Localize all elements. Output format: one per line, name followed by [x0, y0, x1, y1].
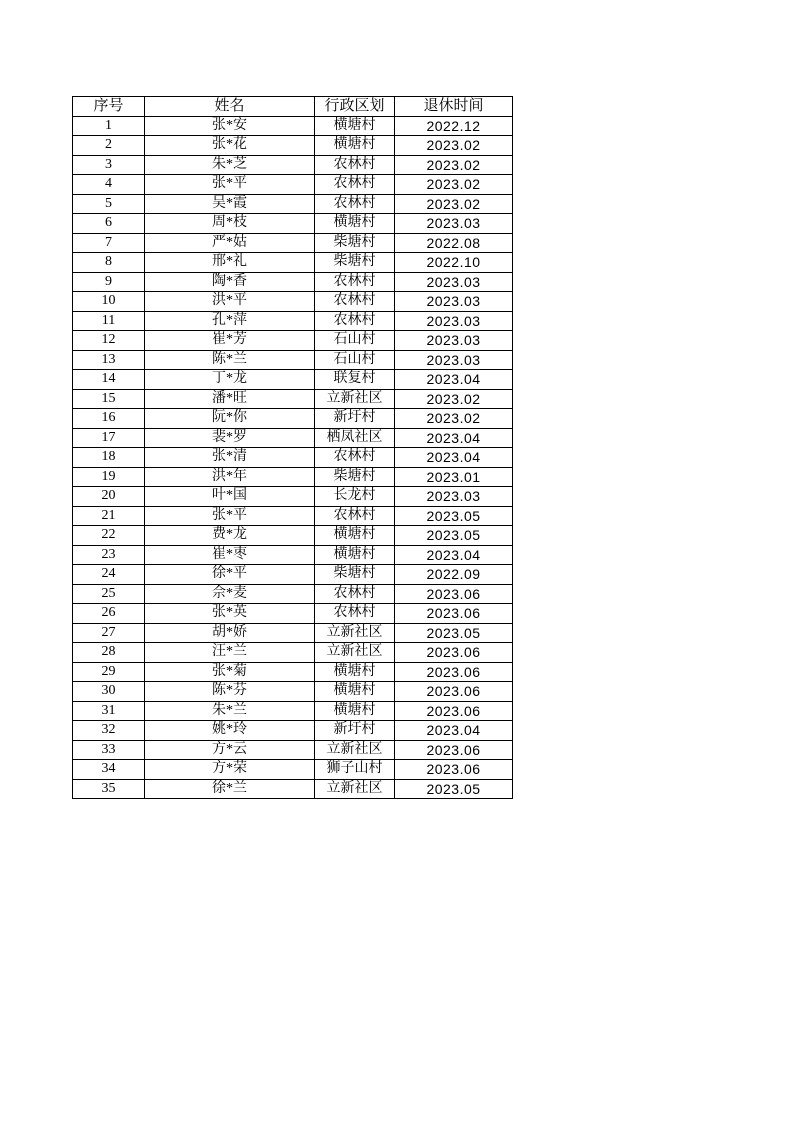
cell-no: 17 — [73, 428, 145, 448]
cell-name: 徐*平 — [145, 565, 315, 585]
cell-no: 5 — [73, 194, 145, 214]
cell-region: 狮子山村 — [315, 760, 395, 780]
cell-retire-date: 2023.03 — [395, 331, 513, 351]
cell-name: 张*清 — [145, 448, 315, 468]
cell-retire-date: 2022.10 — [395, 253, 513, 273]
cell-no: 4 — [73, 175, 145, 195]
cell-name: 周*枝 — [145, 214, 315, 234]
cell-region: 柴塘村 — [315, 565, 395, 585]
cell-no: 28 — [73, 643, 145, 663]
table-row — [73, 331, 513, 351]
table-row — [73, 428, 513, 448]
cell-name: 徐*兰 — [145, 779, 315, 799]
header-row — [73, 97, 513, 117]
cell-no: 11 — [73, 311, 145, 331]
cell-name: 孔*萍 — [145, 311, 315, 331]
cell-retire-date: 2023.02 — [395, 136, 513, 156]
cell-retire-date: 2023.03 — [395, 487, 513, 507]
cell-name: 严*姑 — [145, 233, 315, 253]
table-row — [73, 253, 513, 273]
cell-no: 35 — [73, 779, 145, 799]
cell-region: 柴塘村 — [315, 233, 395, 253]
table-header — [73, 97, 513, 117]
table-row — [73, 155, 513, 175]
cell-name: 方*云 — [145, 740, 315, 760]
table-row — [73, 662, 513, 682]
table-row — [73, 779, 513, 799]
table-row — [73, 233, 513, 253]
cell-name: 陈*兰 — [145, 350, 315, 370]
cell-name: 丁*龙 — [145, 370, 315, 390]
table-row — [73, 487, 513, 507]
cell-no: 25 — [73, 584, 145, 604]
cell-no: 23 — [73, 545, 145, 565]
table-row — [73, 506, 513, 526]
cell-no: 32 — [73, 721, 145, 741]
cell-no: 30 — [73, 682, 145, 702]
cell-no: 18 — [73, 448, 145, 468]
cell-name: 叶*国 — [145, 487, 315, 507]
cell-no: 26 — [73, 604, 145, 624]
cell-name: 潘*旺 — [145, 389, 315, 409]
cell-retire-date: 2023.05 — [395, 526, 513, 546]
cell-retire-date: 2023.06 — [395, 643, 513, 663]
cell-no: 31 — [73, 701, 145, 721]
cell-region: 农林村 — [315, 448, 395, 468]
cell-region: 横塘村 — [315, 701, 395, 721]
cell-name: 阮*你 — [145, 409, 315, 429]
cell-no: 27 — [73, 623, 145, 643]
cell-name: 佘*麦 — [145, 584, 315, 604]
cell-region: 农林村 — [315, 604, 395, 624]
cell-name: 张*花 — [145, 136, 315, 156]
cell-no: 15 — [73, 389, 145, 409]
cell-region: 农林村 — [315, 194, 395, 214]
table-row — [73, 565, 513, 585]
cell-retire-date: 2023.04 — [395, 370, 513, 390]
cell-region: 石山村 — [315, 331, 395, 351]
cell-no: 13 — [73, 350, 145, 370]
cell-retire-date: 2023.03 — [395, 272, 513, 292]
table-row — [73, 740, 513, 760]
cell-retire-date: 2022.12 — [395, 116, 513, 136]
cell-name: 张*平 — [145, 506, 315, 526]
cell-no: 6 — [73, 214, 145, 234]
cell-retire-date: 2023.06 — [395, 740, 513, 760]
cell-name: 洪*平 — [145, 292, 315, 312]
cell-retire-date: 2023.04 — [395, 448, 513, 468]
table-row — [73, 370, 513, 390]
cell-retire-date: 2023.01 — [395, 467, 513, 487]
cell-no: 2 — [73, 136, 145, 156]
cell-retire-date: 2023.06 — [395, 701, 513, 721]
cell-region: 农林村 — [315, 272, 395, 292]
cell-no: 3 — [73, 155, 145, 175]
table-row — [73, 643, 513, 663]
cell-region: 新圩村 — [315, 409, 395, 429]
table-body — [73, 116, 513, 799]
table-row — [73, 604, 513, 624]
cell-retire-date: 2023.05 — [395, 779, 513, 799]
table-row — [73, 214, 513, 234]
cell-name: 崔*芳 — [145, 331, 315, 351]
cell-region: 横塘村 — [315, 526, 395, 546]
cell-region: 长龙村 — [315, 487, 395, 507]
table-row — [73, 701, 513, 721]
header-retire-date: 退休时间 — [395, 97, 513, 117]
cell-retire-date: 2022.09 — [395, 565, 513, 585]
cell-retire-date: 2023.03 — [395, 350, 513, 370]
cell-name: 邢*礼 — [145, 253, 315, 273]
cell-region: 柴塘村 — [315, 253, 395, 273]
cell-retire-date: 2023.05 — [395, 506, 513, 526]
table-row — [73, 409, 513, 429]
table-row — [73, 311, 513, 331]
table-row — [73, 136, 513, 156]
cell-retire-date: 2023.03 — [395, 311, 513, 331]
cell-region: 横塘村 — [315, 682, 395, 702]
cell-region: 横塘村 — [315, 136, 395, 156]
cell-name: 吴*霞 — [145, 194, 315, 214]
cell-no: 19 — [73, 467, 145, 487]
cell-retire-date: 2023.06 — [395, 760, 513, 780]
cell-region: 立新社区 — [315, 779, 395, 799]
cell-region: 农林村 — [315, 292, 395, 312]
cell-region: 农林村 — [315, 506, 395, 526]
cell-no: 7 — [73, 233, 145, 253]
table-row — [73, 584, 513, 604]
cell-region: 新圩村 — [315, 721, 395, 741]
table-row — [73, 467, 513, 487]
cell-name: 裴*罗 — [145, 428, 315, 448]
cell-retire-date: 2023.02 — [395, 409, 513, 429]
cell-region: 农林村 — [315, 584, 395, 604]
cell-region: 农林村 — [315, 155, 395, 175]
cell-name: 姚*玲 — [145, 721, 315, 741]
cell-retire-date: 2023.06 — [395, 682, 513, 702]
cell-no: 14 — [73, 370, 145, 390]
cell-no: 8 — [73, 253, 145, 273]
table-row — [73, 526, 513, 546]
cell-name: 朱*芝 — [145, 155, 315, 175]
cell-retire-date: 2023.04 — [395, 428, 513, 448]
table-row — [73, 350, 513, 370]
cell-retire-date: 2023.04 — [395, 545, 513, 565]
cell-region: 横塘村 — [315, 545, 395, 565]
cell-region: 联复村 — [315, 370, 395, 390]
cell-name: 方*荣 — [145, 760, 315, 780]
table-row — [73, 682, 513, 702]
cell-region: 横塘村 — [315, 214, 395, 234]
cell-retire-date: 2023.03 — [395, 214, 513, 234]
table-row — [73, 623, 513, 643]
cell-region: 横塘村 — [315, 662, 395, 682]
cell-no: 21 — [73, 506, 145, 526]
cell-name: 张*安 — [145, 116, 315, 136]
cell-no: 34 — [73, 760, 145, 780]
cell-no: 24 — [73, 565, 145, 585]
cell-region: 柴塘村 — [315, 467, 395, 487]
retiree-table — [72, 96, 513, 799]
cell-name: 张*菊 — [145, 662, 315, 682]
cell-retire-date: 2023.04 — [395, 721, 513, 741]
cell-retire-date: 2023.03 — [395, 292, 513, 312]
table-row — [73, 721, 513, 741]
cell-retire-date: 2023.02 — [395, 389, 513, 409]
header-no: 序号 — [73, 97, 145, 117]
cell-name: 胡*娇 — [145, 623, 315, 643]
cell-region: 石山村 — [315, 350, 395, 370]
cell-no: 1 — [73, 116, 145, 136]
cell-no: 16 — [73, 409, 145, 429]
table-row — [73, 175, 513, 195]
cell-name: 洪*年 — [145, 467, 315, 487]
cell-name: 张*英 — [145, 604, 315, 624]
cell-region: 立新社区 — [315, 643, 395, 663]
cell-no: 20 — [73, 487, 145, 507]
cell-no: 12 — [73, 331, 145, 351]
cell-retire-date: 2023.06 — [395, 604, 513, 624]
cell-region: 横塘村 — [315, 116, 395, 136]
cell-no: 10 — [73, 292, 145, 312]
cell-name: 汪*兰 — [145, 643, 315, 663]
cell-retire-date: 2023.02 — [395, 155, 513, 175]
cell-region: 农林村 — [315, 311, 395, 331]
cell-region: 农林村 — [315, 175, 395, 195]
cell-no: 33 — [73, 740, 145, 760]
table-row — [73, 448, 513, 468]
table-row — [73, 292, 513, 312]
cell-no: 9 — [73, 272, 145, 292]
cell-no: 22 — [73, 526, 145, 546]
cell-name: 崔*枣 — [145, 545, 315, 565]
cell-region: 栖凤社区 — [315, 428, 395, 448]
cell-name: 陶*香 — [145, 272, 315, 292]
cell-retire-date: 2023.06 — [395, 584, 513, 604]
cell-region: 立新社区 — [315, 623, 395, 643]
table-row — [73, 545, 513, 565]
cell-retire-date: 2023.02 — [395, 175, 513, 195]
cell-no: 29 — [73, 662, 145, 682]
table-row — [73, 760, 513, 780]
table-row — [73, 194, 513, 214]
header-region: 行政区划 — [315, 97, 395, 117]
cell-region: 立新社区 — [315, 740, 395, 760]
header-name: 姓名 — [145, 97, 315, 117]
cell-name: 陈*芬 — [145, 682, 315, 702]
cell-retire-date: 2023.02 — [395, 194, 513, 214]
cell-region: 立新社区 — [315, 389, 395, 409]
table-row — [73, 272, 513, 292]
table-row — [73, 116, 513, 136]
table-row — [73, 389, 513, 409]
cell-name: 费*龙 — [145, 526, 315, 546]
cell-name: 朱*兰 — [145, 701, 315, 721]
cell-retire-date: 2023.05 — [395, 623, 513, 643]
cell-retire-date: 2023.06 — [395, 662, 513, 682]
cell-name: 张*平 — [145, 175, 315, 195]
cell-retire-date: 2022.08 — [395, 233, 513, 253]
